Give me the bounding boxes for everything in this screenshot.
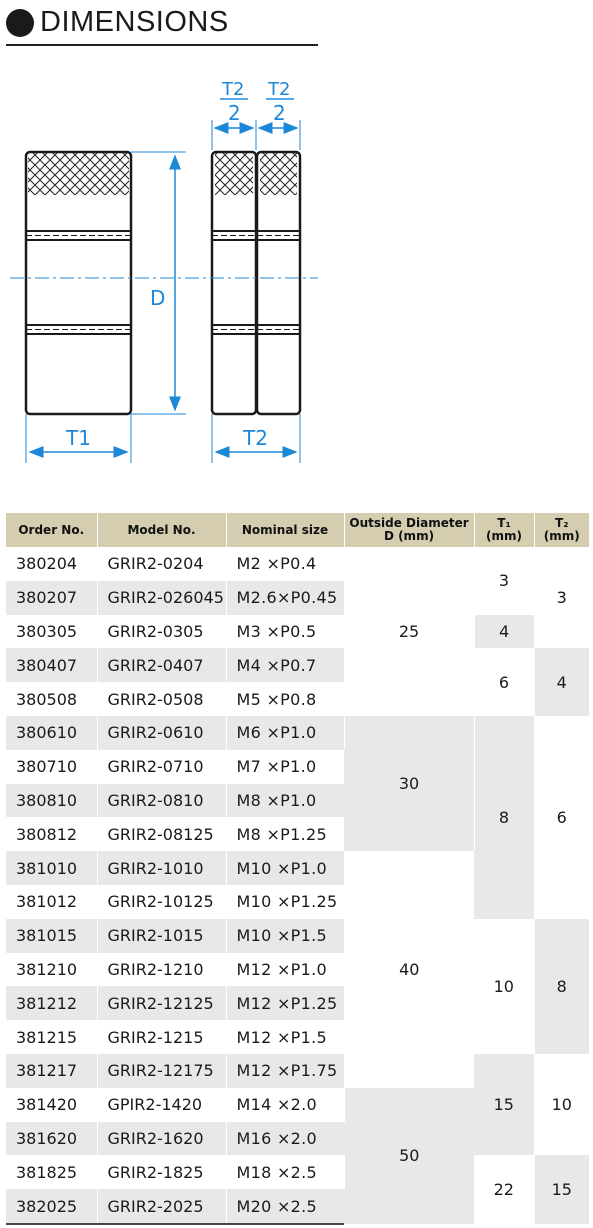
- header-outside-diameter: Outside Diameter D (mm): [344, 513, 474, 547]
- dimension-half-left-label: [220, 79, 248, 125]
- dimension-half-right-label: [266, 79, 294, 125]
- od-cell: 40: [344, 851, 474, 1088]
- table-row: 380407 GRIR2-0407 M4 ×P0.7 6 4: [6, 648, 589, 682]
- table-header-row: [6, 513, 589, 547]
- table-row: 382025 GRIR2-2025 M20 ×2.5: [6, 1189, 589, 1224]
- table-row: 381620 GRIR2-1620 M16 ×2.0: [6, 1122, 589, 1156]
- t2-cell: 3: [534, 547, 589, 648]
- t1-cell: 3: [474, 547, 534, 615]
- od-cell: 25: [344, 547, 474, 716]
- table-row: 381420 GPIR2-1420 M14 ×2.0 50: [6, 1088, 589, 1122]
- dimension-table: [6, 513, 589, 1225]
- header-t2: T₂ (mm): [534, 513, 589, 547]
- ring-split-view: [212, 152, 300, 414]
- t2-cell: 15: [534, 1155, 589, 1224]
- header-nominal-size: Nominal size: [226, 513, 344, 547]
- svg-text:T2: T2: [222, 79, 245, 100]
- header-t1: T₁ (mm): [474, 513, 534, 547]
- table-row: 381215 GRIR2-1215 M12 ×P1.5: [6, 1020, 589, 1054]
- dimension-t1-label: T1: [66, 426, 91, 450]
- table-row: 381825 GRIR2-1825 M18 ×2.5 22 15: [6, 1155, 589, 1189]
- svg-text:T2: T2: [268, 79, 291, 100]
- header-order-no: Order No.: [6, 513, 97, 547]
- table-row: 381210 GRIR2-1210 M12 ×P1.0: [6, 953, 589, 987]
- t1-cell: 15: [474, 1054, 534, 1155]
- t2-cell: 8: [534, 919, 589, 1054]
- t1-cell: 4: [474, 615, 534, 649]
- section-title: DIMENSIONS: [40, 6, 229, 38]
- table-row: 380204 GRIR2-0204 M2 ×P0.4 25 3 3: [6, 547, 589, 581]
- dimension-t2-label: T2: [243, 426, 268, 450]
- table-row: 380508 GRIR2-0508 M5 ×P0.8: [6, 682, 589, 716]
- table-row: 381212 GRIR2-12125 M12 ×P1.25: [6, 986, 589, 1020]
- header-model-no: Model No.: [97, 513, 226, 547]
- od-cell: 30: [344, 716, 474, 851]
- table-row: 380710 GRIR2-0710 M7 ×P1.0: [6, 750, 589, 784]
- t2-cell: 6: [534, 716, 589, 919]
- t2-cell: 4: [534, 648, 589, 716]
- table-row: 380207 GRIR2-026045 M2.6×P0.45: [6, 581, 589, 615]
- t2-cell: 10: [534, 1054, 589, 1155]
- svg-text:2: 2: [273, 101, 286, 125]
- table-row: 380810 GRIR2-0810 M8 ×P1.0: [6, 784, 589, 818]
- table-row: 381217 GRIR2-12175 M12 ×P1.75 15 10: [6, 1054, 589, 1088]
- table-row: 380305 GRIR2-0305 M3 ×P0.5 4: [6, 615, 589, 649]
- table-row: 380610 GRIR2-0610 M6 ×P1.0 30 8 6: [6, 716, 589, 750]
- t1-cell: 8: [474, 716, 534, 919]
- svg-text:2: 2: [228, 101, 241, 125]
- t1-cell: 22: [474, 1155, 534, 1224]
- dimension-d-label: D: [150, 286, 166, 310]
- t1-cell: 10: [474, 919, 534, 1054]
- ring-single-view: [26, 152, 131, 414]
- bullet-icon: [6, 9, 34, 37]
- dimension-diagram: [0, 60, 330, 470]
- table-row: 381010 GRIR2-1010 M10 ×P1.0 40: [6, 851, 589, 885]
- t1-cell: 6: [474, 648, 534, 716]
- table-row: 381015 GRIR2-1015 M10 ×P1.5 10 8: [6, 919, 589, 953]
- table-row: 380812 GRIR2-08125 M8 ×P1.25: [6, 817, 589, 851]
- section-header: [6, 2, 318, 46]
- od-cell: 50: [344, 1088, 474, 1224]
- table-row: 381012 GRIR2-10125 M10 ×P1.25: [6, 885, 589, 919]
